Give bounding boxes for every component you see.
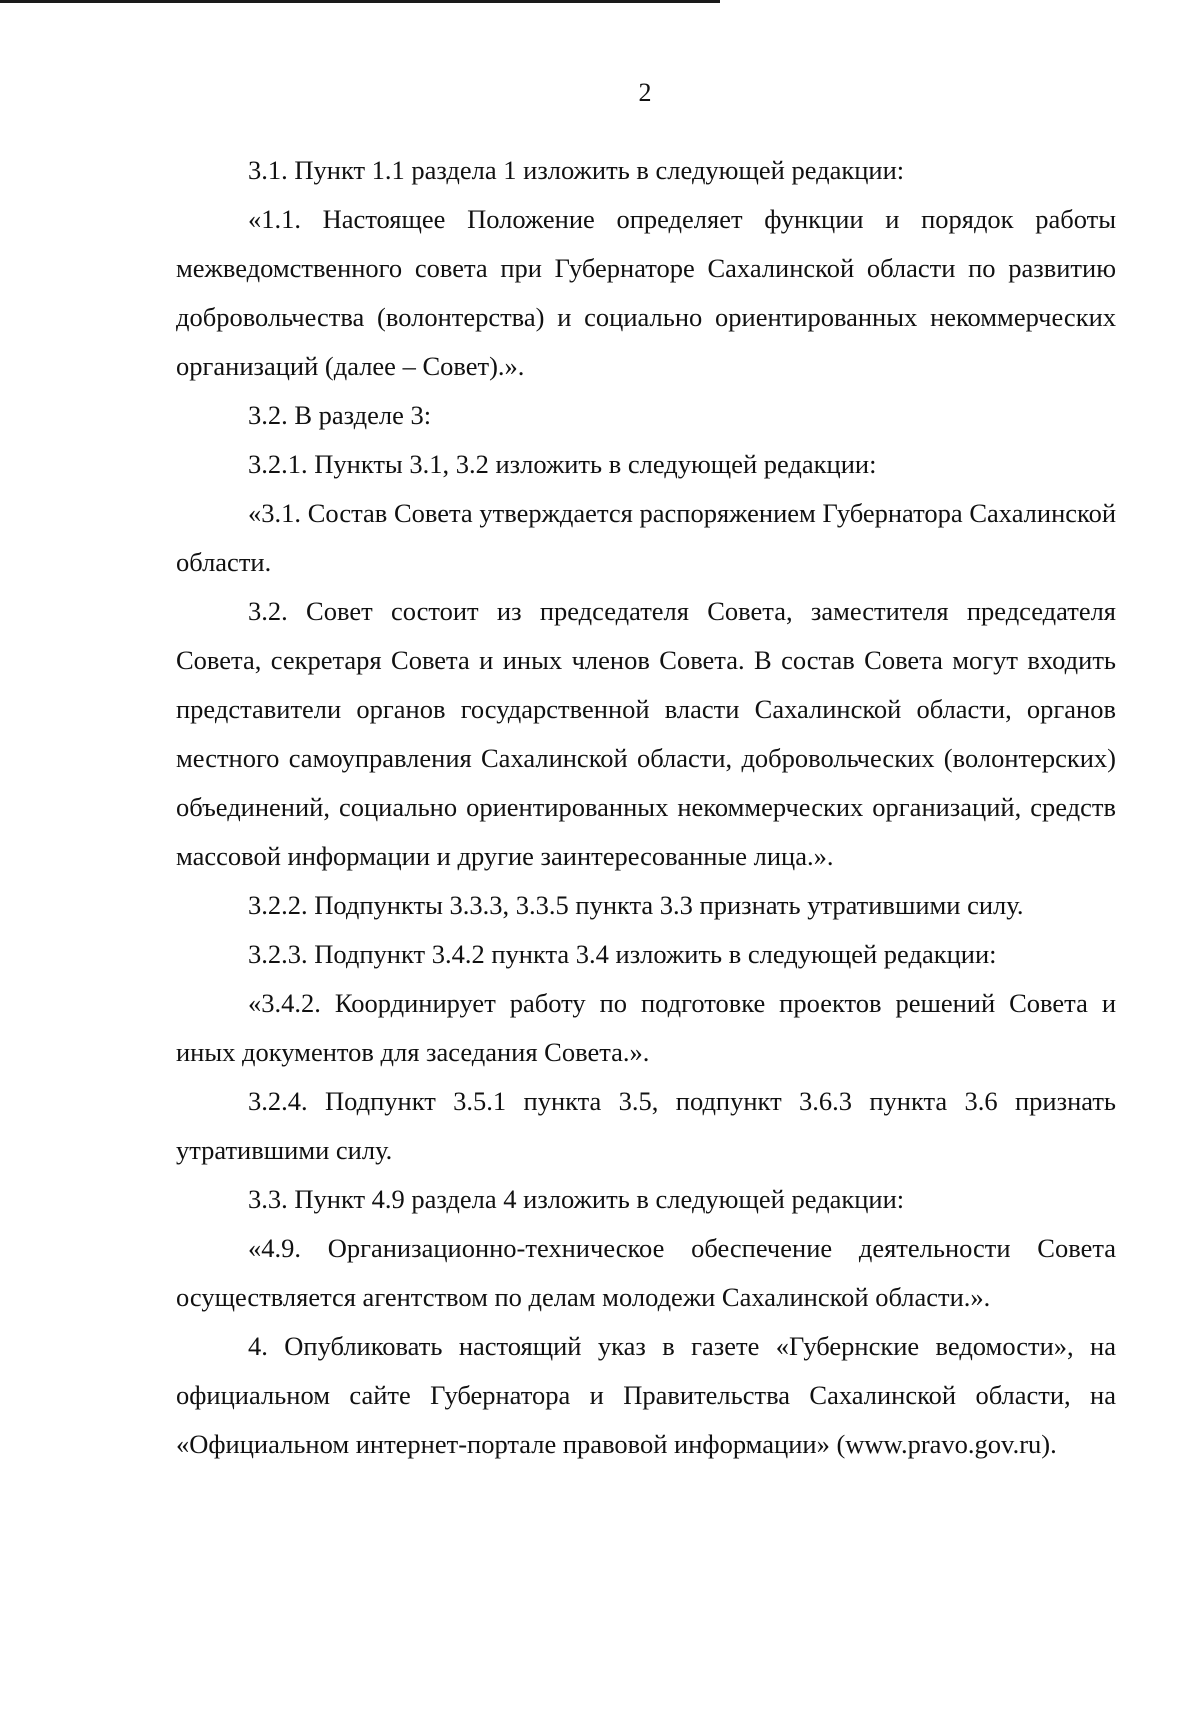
paragraph-3-1: 3.1. Пункт 1.1 раздела 1 изложить в следующей редакции:	[248, 155, 905, 185]
paragraph-quote-3-4-2: «3.4.2. Координирует работу по подготовке проектов решений Совета и иных документов для заседания Совета.».	[176, 988, 1116, 1067]
paragraph-quote-1-1: «1.1. Настоящее Положение определяет функции и порядок работы межведомственного совета при Губернаторе Сахалинской области по развитию добровольчества (волонтерства) и социально ориентированных некоммерческих организаций (далее – Совет).».	[176, 204, 1116, 381]
paragraph-4-publish: 4. Опубликовать настоящий указ в газете «Губернские ведомости», на официальном сайте Губернатора и Правительства Сахалинской области, на «Официальном интернет-портале правовой информации» (www.pravo.gov.ru).	[176, 1331, 1116, 1459]
paragraph-quote-3-1: «3.1. Состав Совета утверждается распоряжением Губернатора Сахалинской области.	[176, 498, 1116, 577]
paragraph-3-2-2: 3.2.2. Подпункты 3.3.3, 3.3.5 пункта 3.3 признать утратившими силу.	[248, 890, 1024, 920]
scan-edge-line	[0, 0, 720, 3]
paragraph-3-2-3: 3.2.3. Подпункт 3.4.2 пункта 3.4 изложить в следующей редакции:	[248, 939, 997, 969]
paragraph-3-2: 3.2. В разделе 3:	[248, 400, 432, 430]
paragraph-3-2-1: 3.2.1. Пункты 3.1, 3.2 изложить в следующей редакции:	[248, 449, 877, 479]
paragraph-3-3: 3.3. Пункт 4.9 раздела 4 изложить в следующей редакции:	[248, 1184, 905, 1214]
page-number: 2	[638, 78, 652, 107]
paragraph-quote-4-9: «4.9. Организационно-техническое обеспечение деятельности Совета осуществляется агентством по делам молодежи Сахалинской области.».	[176, 1233, 1116, 1312]
paragraph-quote-3-2: 3.2. Совет состоит из председателя Совета, заместителя председателя Совета, секретаря Совета и иных членов Совета. В состав Совета могут входить представители органов государственной власти Сахалинской области, органов местного самоуправления Сахалинской области, добровольческих (волонтерских) объединений, социально ориентированных некоммерческих организаций, средств массовой информации и другие заинтересованные лица.».	[176, 596, 1116, 871]
paragraph-3-2-4: 3.2.4. Подпункт 3.5.1 пункта 3.5, подпункт 3.6.3 пункта 3.6 признать утратившими силу.	[176, 1086, 1116, 1165]
document-body	[176, 146, 1116, 1469]
